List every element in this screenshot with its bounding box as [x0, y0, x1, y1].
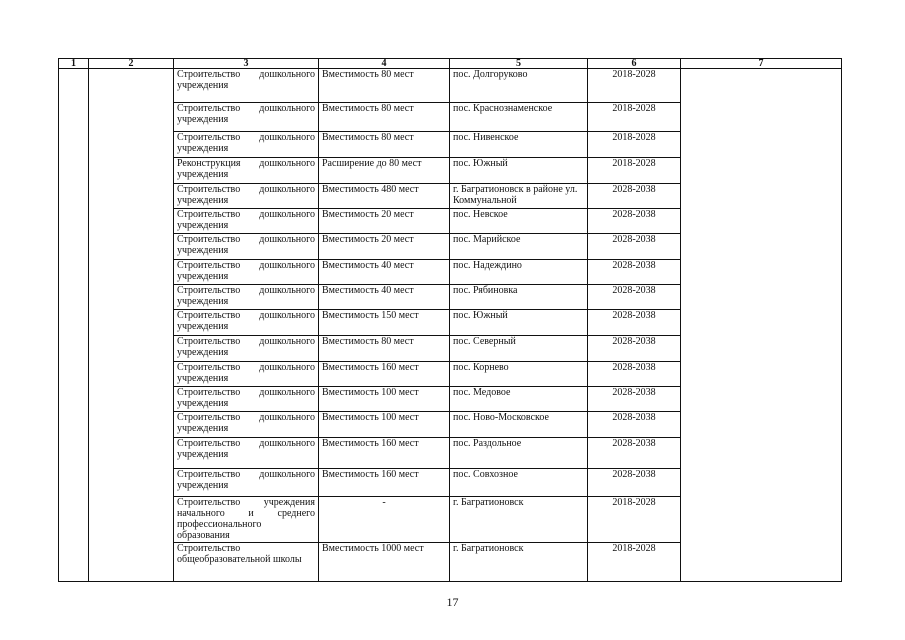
page-number: 17: [446, 595, 459, 609]
cell-capacity: Расширение до 80 мест: [319, 158, 450, 184]
cell-period: 2028-2038: [588, 412, 681, 438]
header-col-5: 5: [450, 59, 588, 69]
header-col-1: 1: [59, 59, 89, 69]
cell-period: 2028-2038: [588, 209, 681, 234]
data-table: [58, 58, 842, 582]
cell-period: 2018-2028: [588, 132, 681, 158]
header-col-7: 7: [681, 59, 842, 69]
cell-activity: Строительство дошкольного учреждения: [174, 387, 319, 412]
cell-col-7: [681, 69, 842, 582]
cell-location: пос. Медовое: [450, 387, 588, 412]
cell-activity: Строительство дошкольного учреждения: [174, 412, 319, 438]
cell-location: пос. Невское: [450, 209, 588, 234]
cell-capacity: -: [319, 497, 450, 543]
cell-location: пос. Рябиновка: [450, 285, 588, 310]
cell-capacity: Вместимость 40 мест: [319, 260, 450, 285]
cell-period: 2028-2038: [588, 336, 681, 362]
cell-capacity: Вместимость 1000 мест: [319, 543, 450, 582]
cell-capacity: Вместимость 100 мест: [319, 387, 450, 412]
cell-location: пос. Южный: [450, 158, 588, 184]
cell-location: пос. Корнево: [450, 362, 588, 387]
cell-location: пос. Надеждино: [450, 260, 588, 285]
cell-activity: Строительство дошкольного учреждения: [174, 132, 319, 158]
cell-activity: Строительство дошкольного учреждения: [174, 285, 319, 310]
cell-period: 2028-2038: [588, 260, 681, 285]
cell-period: 2018-2028: [588, 497, 681, 543]
cell-activity: Строительство дошкольного учреждения: [174, 362, 319, 387]
cell-period: 2028-2038: [588, 362, 681, 387]
cell-period: 2028-2038: [588, 310, 681, 336]
cell-activity: Строительство дошкольного учреждения: [174, 310, 319, 336]
cell-activity: Реконструкция дошкольного учреждения: [174, 158, 319, 184]
cell-activity: Строительство дошкольного учреждения: [174, 209, 319, 234]
cell-location: пос. Южный: [450, 310, 588, 336]
cell-capacity: Вместимость 160 мест: [319, 469, 450, 497]
cell-period: 2018-2028: [588, 543, 681, 582]
cell-period: 2018-2028: [588, 69, 681, 103]
cell-location: пос. Совхозное: [450, 469, 588, 497]
cell-activity: Строительство дошкольного учреждения: [174, 184, 319, 209]
cell-activity: Строительство дошкольного учреждения: [174, 234, 319, 260]
cell-capacity: Вместимость 80 мест: [319, 69, 450, 103]
cell-location: пос. Марийское: [450, 234, 588, 260]
cell-period: 2018-2028: [588, 158, 681, 184]
cell-activity: Строительство дошкольного учреждения: [174, 336, 319, 362]
cell-location: пос. Раздольное: [450, 438, 588, 469]
cell-location: пос. Нивенское: [450, 132, 588, 158]
cell-col-2: [89, 69, 174, 582]
header-col-3: 3: [174, 59, 319, 69]
cell-location: г. Багратионовск: [450, 543, 588, 582]
cell-location: пос. Долгоруково: [450, 69, 588, 103]
cell-activity: Строительство учреждения начального и среднего профессионального образования: [174, 497, 319, 543]
cell-activity: Строительство общеобразовательной школы: [174, 543, 319, 582]
table-header-row: [59, 59, 842, 69]
cell-period: 2028-2038: [588, 387, 681, 412]
cell-activity: Строительство дошкольного учреждения: [174, 69, 319, 103]
header-col-6: 6: [588, 59, 681, 69]
cell-location: г. Багратионовск в районе ул. Коммунальной: [450, 184, 588, 209]
cell-period: 2028-2038: [588, 469, 681, 497]
cell-period: 2018-2028: [588, 103, 681, 132]
cell-capacity: Вместимость 20 мест: [319, 209, 450, 234]
cell-period: 2028-2038: [588, 438, 681, 469]
cell-col-1: [59, 69, 89, 582]
header-col-4: 4: [319, 59, 450, 69]
cell-activity: Строительство дошкольного учреждения: [174, 260, 319, 285]
cell-activity: Строительство дошкольного учреждения: [174, 103, 319, 132]
cell-location: пос. Краснознаменское: [450, 103, 588, 132]
cell-capacity: Вместимость 150 мест: [319, 310, 450, 336]
cell-capacity: Вместимость 40 мест: [319, 285, 450, 310]
cell-capacity: Вместимость 160 мест: [319, 362, 450, 387]
cell-location: г. Багратионовск: [450, 497, 588, 543]
cell-location: пос. Ново-Московское: [450, 412, 588, 438]
cell-capacity: Вместимость 80 мест: [319, 336, 450, 362]
cell-period: 2028-2038: [588, 234, 681, 260]
cell-location: пос. Северный: [450, 336, 588, 362]
cell-capacity: Вместимость 80 мест: [319, 103, 450, 132]
cell-capacity: Вместимость 160 мест: [319, 438, 450, 469]
cell-period: 2028-2038: [588, 285, 681, 310]
cell-capacity: Вместимость 20 мест: [319, 234, 450, 260]
cell-capacity: Вместимость 80 мест: [319, 132, 450, 158]
cell-capacity: Вместимость 480 мест: [319, 184, 450, 209]
cell-activity: Строительство дошкольного учреждения: [174, 438, 319, 469]
cell-activity: Строительство дошкольного учреждения: [174, 469, 319, 497]
cell-period: 2028-2038: [588, 184, 681, 209]
cell-capacity: Вместимость 100 мест: [319, 412, 450, 438]
table-row: [59, 69, 842, 103]
header-col-2: 2: [89, 59, 174, 69]
